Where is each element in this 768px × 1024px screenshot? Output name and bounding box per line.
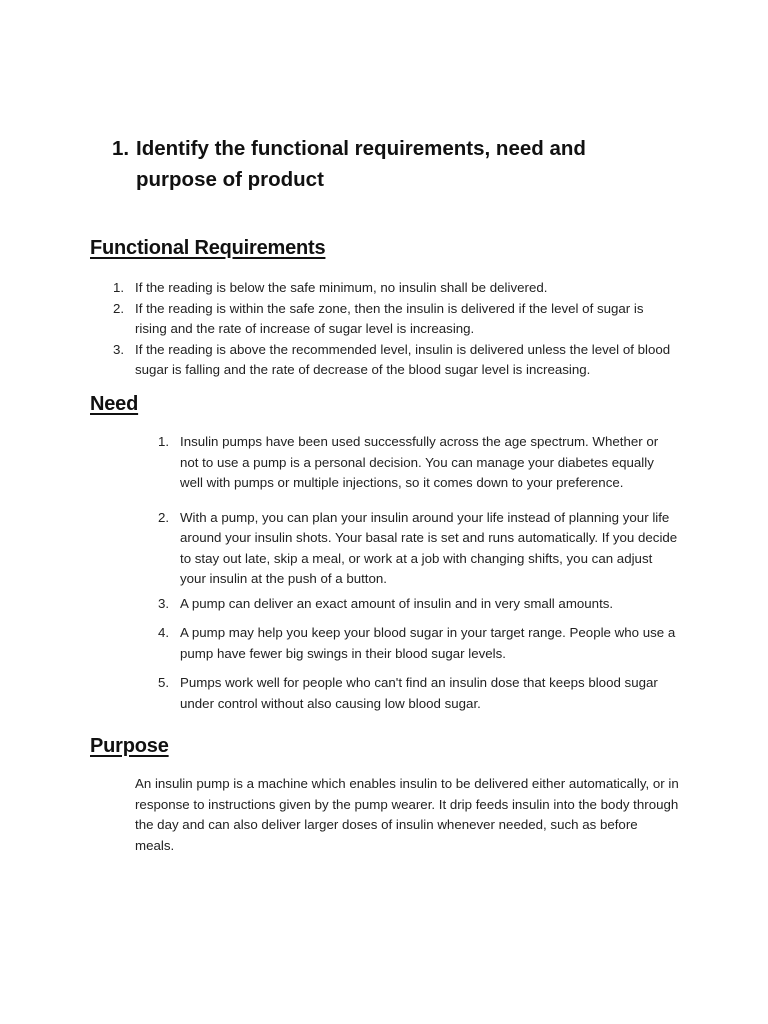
list-text: A pump may help you keep your blood sugar in your target range. People who use a pump have fewer big swings in their blood sugar levels. [180,625,676,661]
list-text: Pumps work well for people who can't find an insulin dose that keeps blood sugar under control without also causing low blood sugar. [180,675,658,711]
list-text: If the reading is above the recommended level, insulin is delivered unless the level of blood sugar is falling and the rate of decrease of the blood sugar level is increasing. [135,341,671,377]
list-number: 1. [113,280,125,295]
list-item [158,432,680,494]
main-heading [112,133,672,195]
list-item [158,508,680,590]
list-text: If the reading is within the safe zone, then the insulin is delivered if the level of sugar is rising and the rate of increase of sugar level is increasing. [135,300,644,336]
list-text: Insulin pumps have been used successfully across the age spectrum. Whether or not to use a pump is a personal decision. You can manage your diabetes equally well with pumps or multiple injections, so it comes down to your preference. [180,434,659,490]
list-number: 2. [158,509,170,525]
list-item [113,278,675,299]
list-text: With a pump, you can plan your insulin around your life instead of planning your life around your insulin shots. Your basal rate is set and runs automatically. If you decide to stay out late, skip a meal, or work at a job with changing shifts, you can adjust your insulin at the push of a button. [180,509,678,586]
list-item [113,299,675,340]
list-number: 5. [158,675,170,690]
need-heading: Need [90,393,139,415]
list-number: 3. [113,341,125,357]
need-list [158,432,680,723]
functional-requirements-heading: Functional Requirements [90,237,326,259]
list-item [158,594,680,615]
list-text: If the reading is below the safe minimum, no insulin shall be delivered. [135,280,548,295]
main-heading-number: 1. [112,137,130,160]
list-text: A pump can deliver an exact amount of insulin and in very small amounts. [180,595,614,611]
functional-requirements-list [113,278,675,381]
purpose-heading: Purpose [90,735,169,757]
purpose-paragraph: An insulin pump is a machine which enables insulin to be delivered either automatically, or in response to instructions given by the pump wearer. It drip feeds insulin into the body through the day and can also deliver larger doses of insulin whenever needed, such as before meals. [135,776,679,853]
list-item [113,340,675,381]
list-number: 4. [158,625,170,640]
list-number: 3. [158,595,170,611]
list-item [158,623,680,664]
list-number: 2. [113,300,125,316]
list-number: 1. [158,434,170,449]
list-item [158,673,680,714]
main-heading-text: Identify the functional requirements, need and purpose of product [136,137,586,191]
